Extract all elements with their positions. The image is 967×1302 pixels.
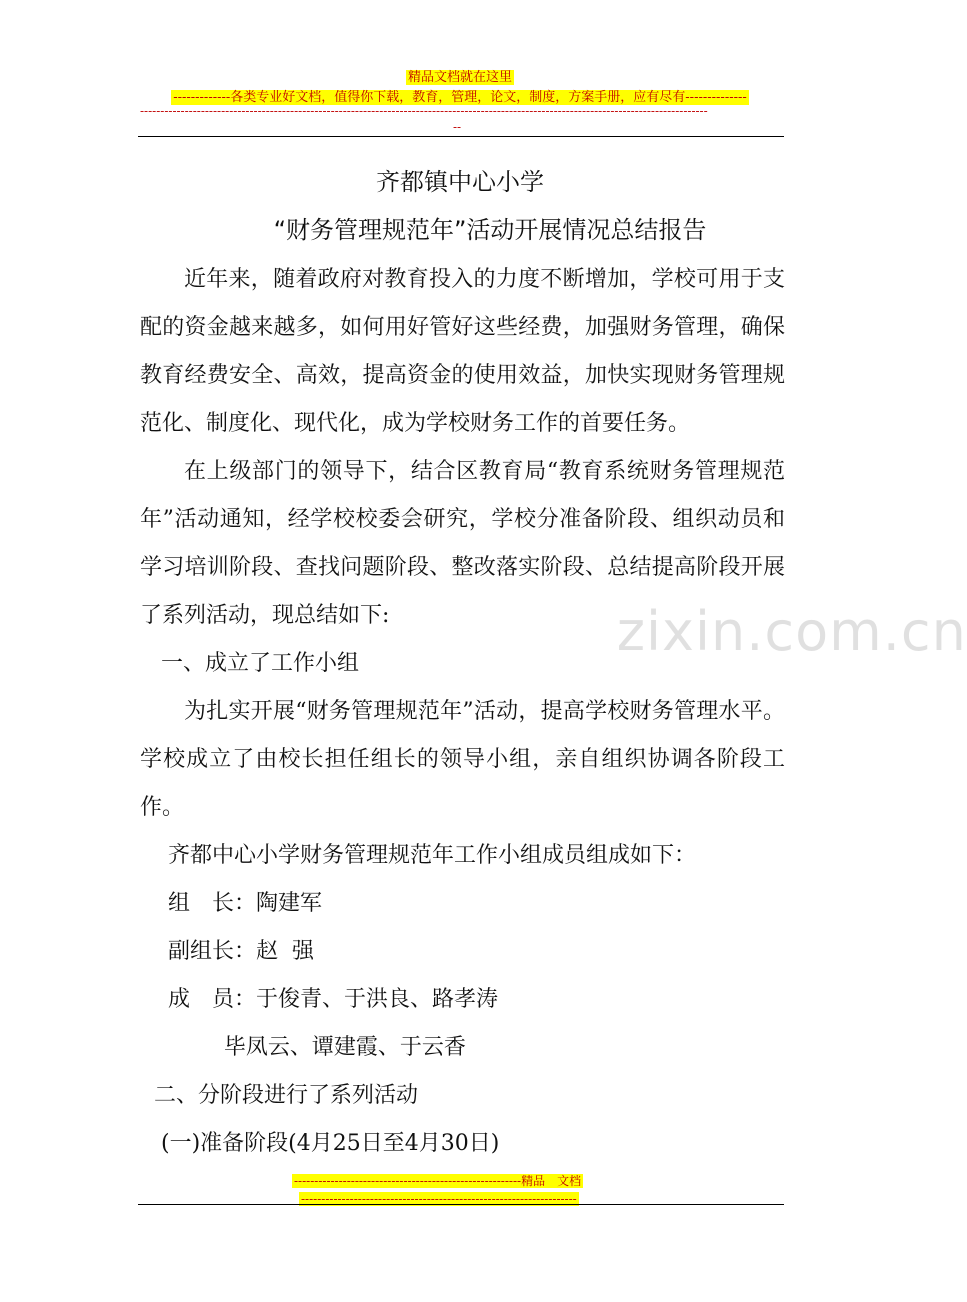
footer-text-2: -------------------------------------------------------------------- — [301, 1192, 577, 1206]
footer-banner-1 — [292, 1170, 583, 1189]
header-banner-title — [0, 66, 920, 86]
watermark: zixin.com.cn — [616, 600, 967, 663]
section-heading-1: 一、成立了工作小组 — [140, 651, 359, 676]
footer-text-1: --------------------------------------------------------精品 文档 — [294, 1174, 582, 1188]
paragraph-intro: 近年来，随着政府对教育投入的力度不断增加，学校可用于支配的资金越来越多，如何用好管好这些经费，加强财务管理，确保教育经费安全、高效，提高资金的使用效益，加快实现财务管理规范化、制度化、现代化，成为学校财务工作的首要任务。 — [140, 267, 785, 436]
header-dash-line: -------------------------------------------------------------------------------------------------------------------------------------------- — [140, 104, 708, 118]
header-subtitle-text: -------------各类专业好文档，值得你下载，教育，管理，论文，制度，方案手册，应有尽有-------------- — [173, 90, 747, 105]
header-title-text: 精品文档就在这里 — [407, 70, 512, 85]
team-leader: 组 长：陶建军 — [140, 891, 322, 916]
header-divider — [138, 136, 784, 137]
subsection-heading: (一)准备阶段(4月25日至4月30日) — [140, 1131, 500, 1156]
paragraph-team: 为扎实开展“财务管理规范年”活动，提高学校财务管理水平。学校成立了由校长担任组长的领导小组，亲自组织协调各阶段工作。 — [140, 699, 785, 820]
team-deputy: 副组长：赵 强 — [140, 939, 314, 964]
team-intro-line: 齐都中心小学财务管理规范年工作小组成员组成如下： — [140, 843, 696, 868]
header-banner-subtitle — [0, 86, 920, 106]
team-members-2: 毕凤云、谭建霞、于云香 — [140, 1035, 466, 1060]
footer-divider — [138, 1204, 784, 1205]
paragraph-background: 在上级部门的领导下，结合区教育局“教育系统财务管理规范年”活动通知，经学校校委会研究，学校分准备阶段、组织动员和学习培训阶段、查找问题阶段、整改落实阶段、总结提高阶段开展了系列活动，现总结如下: — [140, 459, 785, 628]
section-heading-2: 二、分阶段进行了系列活动 — [140, 1083, 418, 1108]
team-members-1: 成 员：于俊青、于洪良、路孝涛 — [140, 987, 498, 1012]
document-subtitle: “财务管理规范年”活动开展情况总结报告 — [273, 216, 707, 244]
document-body — [140, 256, 785, 1168]
header-dash-tail: -- — [453, 120, 462, 134]
document-title: 齐都镇中心小学 — [376, 168, 544, 196]
